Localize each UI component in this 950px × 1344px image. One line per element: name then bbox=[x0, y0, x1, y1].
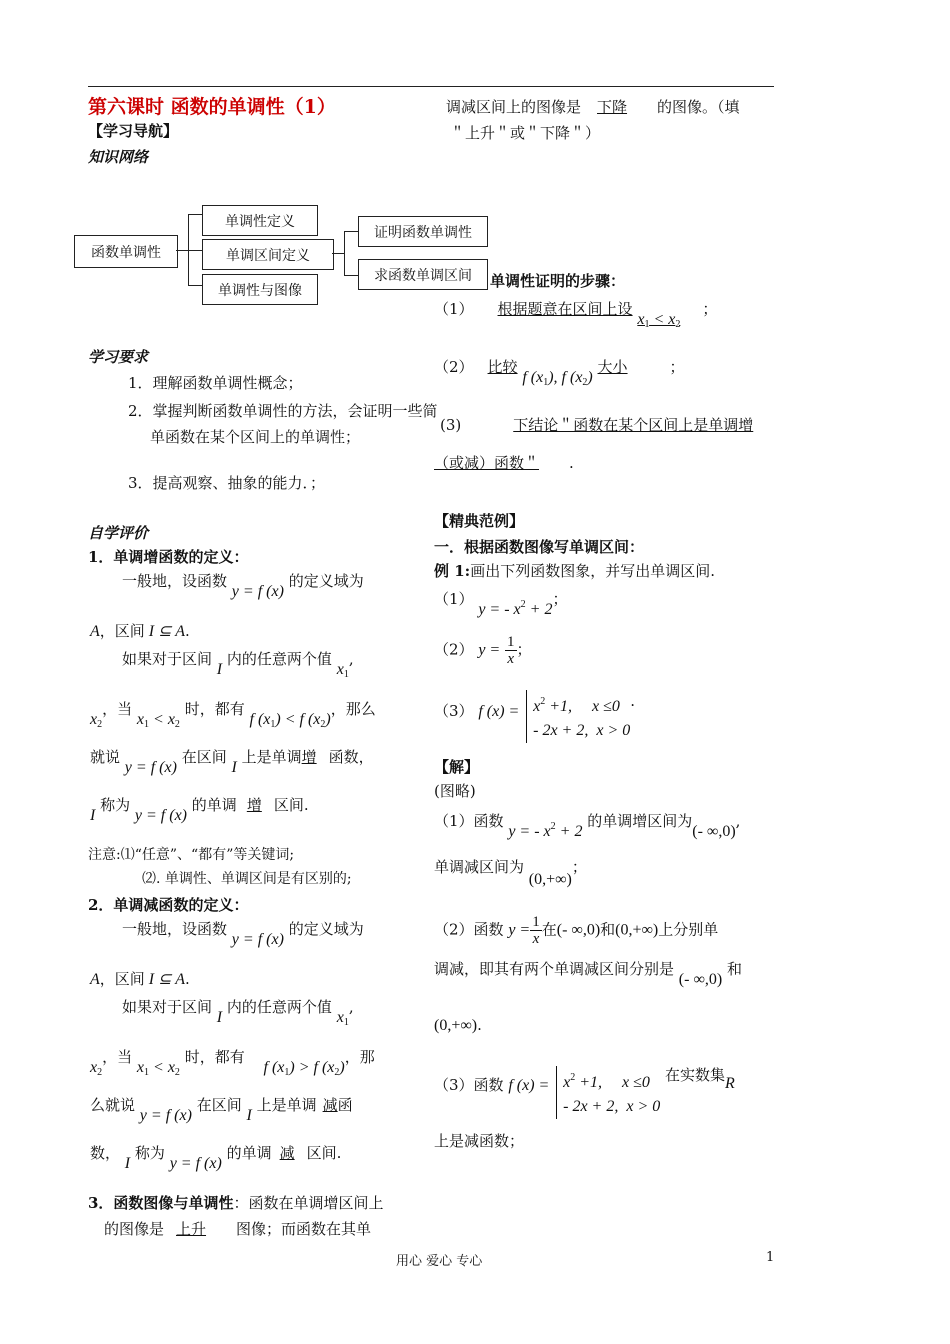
solution-omitted: (图略) bbox=[434, 782, 476, 800]
text: 区间. bbox=[273, 796, 309, 814]
fill-blank: 减 bbox=[279, 1144, 295, 1162]
interval-i: I bbox=[124, 1155, 131, 1172]
page-number: 1 bbox=[766, 1250, 775, 1265]
dec-line3: 如果对于区间 I 内的任意两个值 $x_1$, bbox=[122, 998, 354, 1028]
text: （3）函数 bbox=[434, 1076, 504, 1094]
set-r: R bbox=[725, 1075, 735, 1092]
subset-formula: I ⊆ A bbox=[144, 623, 186, 640]
interval-i: I bbox=[216, 1009, 223, 1026]
text: 上是单调 bbox=[241, 748, 302, 766]
text: 一般地，设函数 bbox=[122, 572, 228, 590]
text: 函数， bbox=[328, 748, 374, 766]
text: 调减区间上的图像是 bbox=[446, 98, 582, 116]
dec-inequality: f $(x_1) > f$ $(x_2)$ bbox=[263, 1059, 345, 1078]
fx-formula: y = f (x) bbox=[231, 931, 284, 948]
question-2: （2） y = $\frac{1}{x}$ ； bbox=[434, 634, 532, 667]
text: （2） bbox=[434, 640, 474, 659]
text: 内的任意两个值 bbox=[226, 998, 332, 1016]
text: （1）函数 bbox=[434, 812, 504, 830]
answer-2-line1 bbox=[434, 914, 718, 947]
text: 的图像。（填 bbox=[657, 98, 740, 116]
interval-i: I bbox=[246, 1107, 252, 1124]
interval: (0,+∞) bbox=[615, 921, 659, 939]
text: 内的任意两个值 bbox=[226, 650, 332, 668]
top-rule bbox=[88, 86, 774, 87]
text: 调减，即其有两个单调减区间分别是 bbox=[434, 960, 675, 978]
set-a: A bbox=[90, 623, 100, 640]
text: 的定义域为 bbox=[288, 920, 364, 938]
text: 在区间 bbox=[196, 1096, 242, 1114]
diagram-mid-box: 单调性定义 bbox=[202, 205, 318, 236]
subset-formula: I ⊆ A bbox=[144, 971, 186, 988]
diagram-connector bbox=[188, 250, 202, 251]
x2-symbol: $x_2$ bbox=[90, 711, 103, 730]
formula-q2: y = bbox=[478, 641, 501, 659]
requirement-item: 2．掌握判断函数单调性的方法，会证明一些简单函数在某个区间上的单调性； bbox=[128, 402, 438, 446]
inc-line1 bbox=[122, 570, 364, 600]
text: 一般地，设函数 bbox=[122, 920, 228, 938]
x2-symbol: $x_2$ bbox=[90, 1059, 103, 1078]
text: 上是单调 bbox=[256, 1096, 317, 1114]
fill-blank: 下降 bbox=[597, 98, 628, 116]
inc-line5 bbox=[90, 746, 374, 776]
text: 单调减区间为 bbox=[434, 858, 525, 876]
text: 在 bbox=[541, 920, 557, 939]
text: ，当 bbox=[102, 1048, 133, 1066]
answer-1-line1: （1）函数 y = - $x^2 + 2$ 的单调增区间为(- ∞,0), bbox=[434, 812, 741, 840]
graph-mono-line1 bbox=[88, 1192, 383, 1213]
proof-steps-title: 单调性证明的步骤： bbox=[490, 272, 626, 290]
piecewise-brace: $x^2 +1$, x ≤0 - 2x + 2, x > 0 bbox=[556, 1066, 660, 1119]
fx-formula: y = f (x) bbox=[231, 583, 284, 600]
text: 例 1: bbox=[434, 562, 471, 580]
text: 3．函数图像与单调性 bbox=[88, 1194, 234, 1212]
text: 在实数集 bbox=[665, 1066, 726, 1084]
text: 如果对于区间 bbox=[122, 650, 213, 668]
text: 大小 bbox=[597, 358, 628, 376]
dec-line2: A，区间 I ⊆ A. bbox=[90, 970, 190, 988]
interval: (- ∞,0) bbox=[678, 971, 723, 988]
text: 比较 bbox=[487, 358, 518, 376]
decreasing-def-title: 2．单调减函数的定义： bbox=[88, 896, 249, 914]
text: （1） bbox=[434, 590, 474, 608]
text: 和 bbox=[600, 920, 616, 939]
formula-q2: y = bbox=[508, 921, 531, 939]
x1-lt-x2: $x_1 < x_2$ bbox=[637, 311, 681, 330]
guide-heading: 【学习导航】 bbox=[88, 122, 179, 140]
fraction-1-over-x: $\frac{1}{x}$ bbox=[507, 634, 515, 667]
text: (3) bbox=[440, 416, 462, 434]
increasing-def-title: 1．单调增函数的定义： bbox=[88, 548, 249, 566]
interval-i: I bbox=[231, 759, 237, 776]
interval: (0,+∞) bbox=[434, 1017, 478, 1034]
text: 图像；而函数在其单 bbox=[236, 1220, 372, 1238]
compare-formula: f $(x_1)$, f $(x_2)$ bbox=[522, 369, 593, 388]
text: 画出下列函数图象，并写出单调区间. bbox=[470, 562, 715, 580]
dec-line4 bbox=[90, 1046, 375, 1078]
dec-line1 bbox=[122, 918, 364, 948]
self-eval-heading: 自学评价 bbox=[88, 524, 149, 542]
text: ，当 bbox=[102, 700, 133, 718]
graph-mono-line2 bbox=[104, 1218, 371, 1239]
lesson-title: 第六课时 函数的单调性（1） bbox=[88, 96, 336, 118]
knowledge-network-heading: 知识网络 bbox=[88, 148, 149, 166]
text: ，那么 bbox=[330, 700, 376, 718]
text: （3） bbox=[434, 702, 474, 720]
inc-line6 bbox=[90, 794, 309, 824]
interval-i: I bbox=[216, 661, 223, 678]
examples-heading: 【精典范例】 bbox=[434, 512, 525, 530]
fill-blank: 增 bbox=[246, 796, 262, 814]
question-3: （3） f (x) = $x^2 +1$, x ≤0 - 2x + 2, x > 0 . bbox=[434, 690, 635, 743]
text: 的单调 bbox=[191, 796, 237, 814]
footer-text: 用心 爱心 专心 bbox=[396, 1254, 483, 1269]
text: 下结论＂函数在某个区间上是单调增 bbox=[513, 416, 754, 434]
diagram-mid-box: 单调性与图像 bbox=[202, 274, 318, 305]
text: （1） bbox=[434, 300, 474, 318]
fill-blank: 减 bbox=[322, 1096, 338, 1114]
text: 根据题意在区间上设 bbox=[497, 300, 633, 318]
text: ，那 bbox=[344, 1048, 375, 1066]
answer-2-line2 bbox=[434, 958, 742, 988]
fill-blank: 上升 bbox=[176, 1220, 207, 1238]
proof-step-3-cont: （或减）函数＂ . bbox=[434, 454, 574, 472]
formula-q1: y = - $x^2 + 2$ bbox=[508, 821, 583, 840]
text: 函 bbox=[337, 1096, 353, 1114]
answer-1-line2: 单调减区间为 (0,+∞)； bbox=[434, 858, 587, 888]
question-1: （1） y = - $x^2 + 2$； bbox=[434, 590, 568, 618]
answer-2-line3: (0,+∞). bbox=[434, 1016, 482, 1034]
example-1 bbox=[434, 560, 715, 581]
diagram-right-box: 求函数单调区间 bbox=[358, 259, 488, 290]
note-1: 注意:⑴“任意”、“都有”等关键词; bbox=[88, 847, 295, 863]
formula-q3: f (x) = bbox=[508, 1077, 550, 1094]
text: ，区间 bbox=[99, 622, 145, 640]
x1-lt-x2: $x_1 < x_2$ bbox=[136, 711, 180, 730]
inc-line4 bbox=[90, 698, 376, 730]
diagram-root-box: 函数单调性 bbox=[74, 235, 178, 268]
text: ，区间 bbox=[99, 970, 145, 988]
answer-3-line1 bbox=[434, 1066, 735, 1119]
text: 时，都有 bbox=[184, 1048, 245, 1066]
interval-i: I bbox=[90, 807, 96, 824]
formula-q1: y = - $x^2 + 2$ bbox=[478, 599, 553, 618]
interval: (0,+∞) bbox=[528, 871, 572, 888]
text: （或减）函数＂ bbox=[434, 454, 540, 472]
requirements-heading: 学习要求 bbox=[88, 348, 149, 366]
answer-3-line2: 上是减函数； bbox=[434, 1132, 525, 1150]
text: 称为 bbox=[100, 796, 131, 814]
fx-formula: y = f (x) bbox=[124, 759, 177, 776]
fraction-1-over-x: $\frac{1}{x}$ bbox=[532, 914, 540, 947]
text: 时，都有 bbox=[184, 700, 245, 718]
text: 就说 bbox=[90, 748, 121, 766]
formula-q3: f (x) = bbox=[478, 703, 520, 720]
requirement-item: 3．提高观察、抽象的能力．； bbox=[128, 474, 326, 492]
text: 如果对于区间 bbox=[122, 998, 213, 1016]
x1-symbol: $x_1$ bbox=[336, 661, 349, 680]
solution-heading: 【解】 bbox=[434, 758, 480, 776]
diagram-right-box: 证明函数单调性 bbox=[358, 216, 488, 247]
inc-line3: 如果对于区间 I 内的任意两个值 $x_1$, bbox=[122, 650, 354, 680]
fx-formula: y = f (x) bbox=[134, 807, 188, 824]
text: （2）函数 bbox=[434, 920, 504, 939]
diagram-brace-right bbox=[344, 231, 359, 276]
text: 在区间 bbox=[181, 748, 227, 766]
inc-inequality: f $(x_1) < f$ $(x_2)$ bbox=[249, 711, 331, 730]
text: 么就说 bbox=[90, 1096, 136, 1114]
x1-lt-x2: $x_1 < x_2$ bbox=[136, 1059, 180, 1078]
text: 区间. bbox=[306, 1144, 342, 1162]
text: 的定义域为 bbox=[288, 572, 364, 590]
text: 和 bbox=[726, 960, 742, 978]
requirement-item: 1．理解函数单调性概念； bbox=[128, 374, 303, 392]
diagram-connector bbox=[176, 250, 188, 251]
dec-line5 bbox=[90, 1094, 353, 1124]
text: 称为 bbox=[134, 1144, 165, 1162]
interval: (- ∞,0) bbox=[556, 921, 601, 939]
text: 的图像是 bbox=[104, 1220, 165, 1238]
section-1-title: 一．根据函数图像写单调区间： bbox=[434, 538, 645, 556]
x1-symbol: $x_1$ bbox=[336, 1009, 349, 1028]
fill-blank: 增 bbox=[301, 748, 317, 766]
text: 的单调 bbox=[226, 1144, 272, 1162]
text: ：函数在单调增区间上 bbox=[233, 1194, 384, 1212]
fx-formula: y = f (x) bbox=[139, 1107, 192, 1124]
graph-mono-cont1 bbox=[446, 96, 740, 117]
piecewise-brace: $x^2 +1$, x ≤0 - 2x + 2, x > 0 bbox=[526, 690, 630, 743]
text: 上分别单 bbox=[658, 920, 719, 939]
fx-formula: y = f (x) bbox=[169, 1155, 222, 1172]
proof-step-2: （2） 比较 f $(x_1)$, f $(x_2)$ 大小 ； bbox=[434, 358, 685, 388]
note-2: ⑵. 单调性、单调区间是有区别的; bbox=[142, 871, 352, 887]
dec-line6 bbox=[90, 1142, 342, 1172]
text: 数， bbox=[90, 1144, 121, 1162]
proof-step-3 bbox=[440, 414, 753, 435]
text: 的单调增区间为 bbox=[587, 812, 693, 830]
set-a: A bbox=[90, 971, 100, 988]
graph-mono-cont2: ＂上升＂或＂下降＂） bbox=[450, 124, 601, 142]
diagram-connector bbox=[332, 253, 344, 254]
proof-step-1: （1） 根据题意在区间上设 $x_1 < x_2$； bbox=[434, 300, 718, 330]
interval: (- ∞,0) bbox=[692, 823, 736, 840]
diagram-mid-box: 单调区间定义 bbox=[202, 239, 334, 270]
text: （2） bbox=[434, 358, 474, 376]
inc-line2: A，区间 I ⊆ A. bbox=[90, 622, 190, 640]
